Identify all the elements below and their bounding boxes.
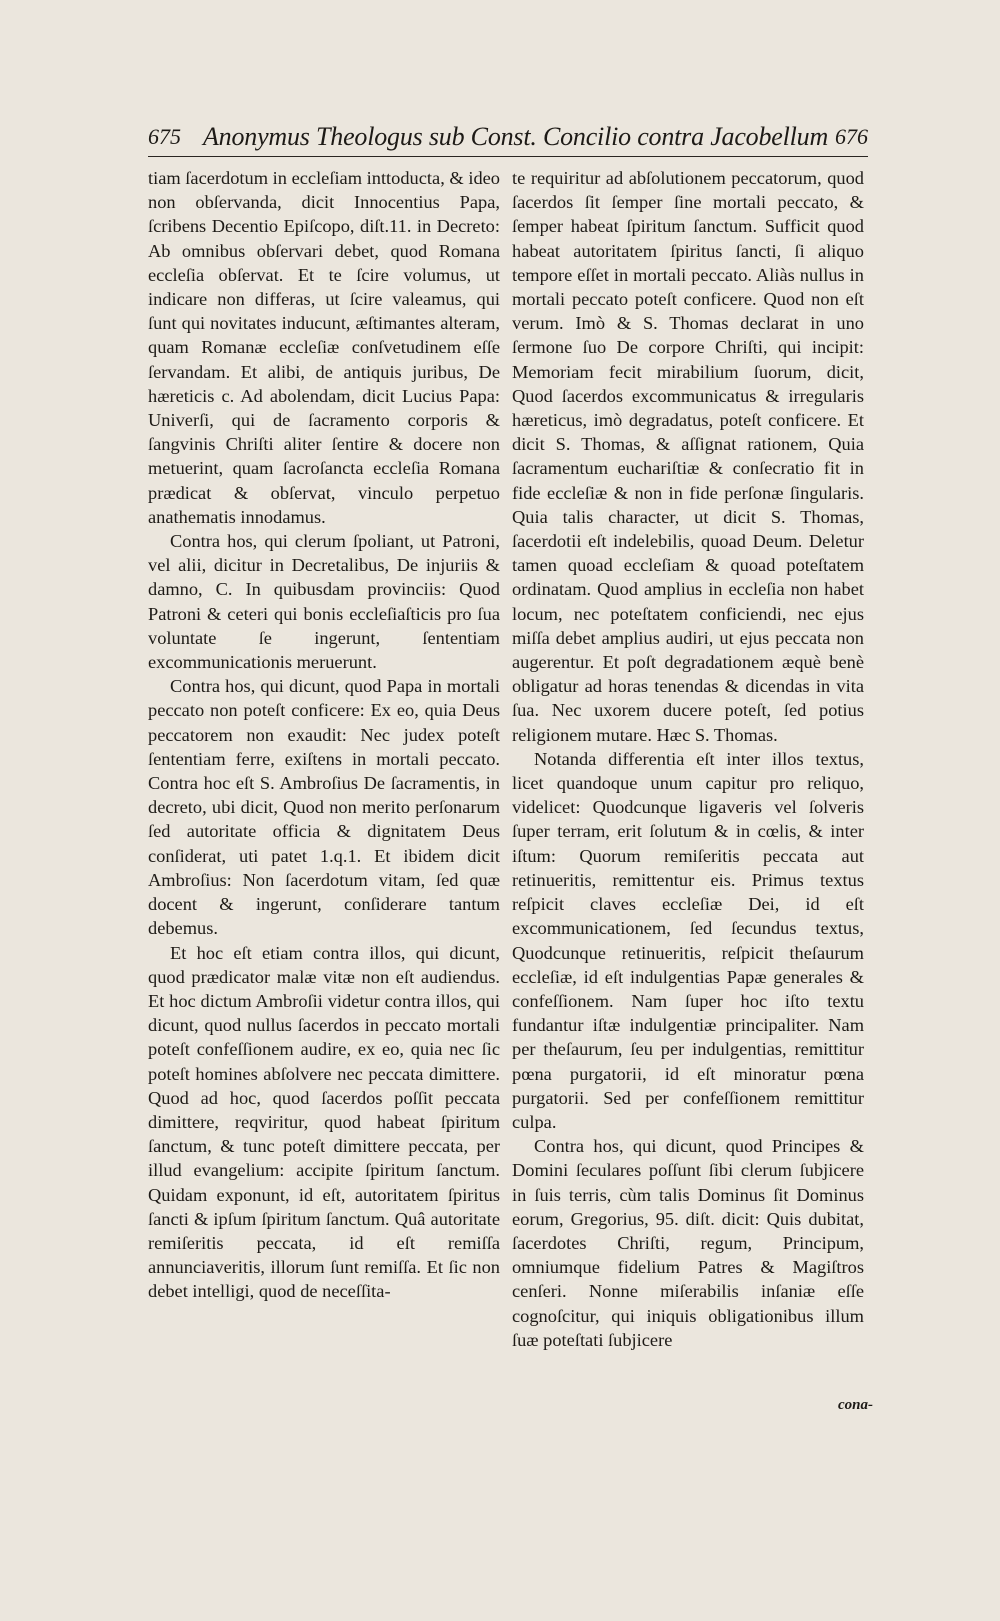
page-number-right: 676	[835, 124, 868, 149]
left-paragraph-3: Contra hos, qui dicunt, quod Papa in mortali peccato non poteſt conficere: Ex eo, quia Deus peccatorem non exaudit: Nec judex poteſt ſententiam ferre, exiſtens in mortali peccato. Contra hoc eſt S. Ambroſius De ſacramentis, in decreto, ubi dicit, Quod non merito perſonarum ſed autoritate officia & dignitatem Deus conſiderat, uti patet 1.q.1. Et ibidem dicit Ambroſius: Non ſacerdotum vitam, ſed quæ docent & ingerunt, conſiderare tantum debemus.	[148, 676, 500, 939]
left-column	[148, 166, 500, 1304]
left-paragraph-1: tiam ſacerdotum in eccleſiam inttoducta, & ideo non obſervanda, dicit Innocentius Papa, ſcribens Decentio Epiſcopo, diſt.11. in Decreto: Ab omnibus obſervari debet, quod Romana eccleſia obſervat. Et te ſcire volumus, ut indicare non differas, ut ſcire valeamus, qui ſunt qui novitates inducunt, æſtimantes alteram, quam Romanæ eccleſiæ conſvetudinem eſſe ſervandam. Et alibi, de antiquis juribus, De hæreticis c. Ad abolendam, dicit Lucius Papa: Univerſi, qui de ſacramento corporis & ſangvinis Chriſti aliter ſentire & docere non metuerint, quam ſacroſancta eccleſia Romana prædicat & obſervat, vinculo perpetuo anathematis innodamus.	[148, 168, 500, 527]
left-paragraph-4: Et hoc eſt etiam contra illos, qui dicunt, quod prædicator malæ vitæ non eſt audiendus. Et hoc dictum Ambroſii videtur contra illos, qui dicunt, quod nullus ſacerdos in peccato mortali poteſt confeſſionem audire, ex eo, quia nec ſic poteſt homines abſolvere nec peccata dimittere. Quod ad hoc, quod ſacerdos poſſit peccata dimittere, reqviritur, quod habeat ſpiritum ſanctum, & tunc poteſt dimittere peccata, per illud evangelium: accipite ſpiritum ſanctum. Quidam exponunt, id eſt, autoritatem ſpiritus ſancti & ipſum ſpiritum ſanctum. Quâ autoritate remiſeritis peccata, id eſt remiſſa annunciaveritis, illorum ſunt remiſſa. Et ſic non debet intelligi, quod de neceſſita-	[148, 942, 500, 1302]
right-paragraph-3: Contra hos, qui dicunt, quod Principes & Domini ſeculares poſſunt ſibi clerum ſubjicere in ſuis terris, cùm talis Dominus ſit Dominus eorum, Gregorius, 95. diſt. dicit: Quis dubitat, ſacerdotes Chriſti, regum, Principum, omniumque fidelium Patres & Magiſtros cenſeri. Nonne miſerabilis inſaniæ eſſe cognoſcitur, qui iniquis obligationibus illum ſuæ poteſtati ſubjicere	[512, 1136, 864, 1350]
left-paragraph-2: Contra hos, qui clerum ſpoliant, ut Patroni, vel alii, dicitur in Decretalibus, De injuriis & damno, C. In quibusdam provinciis: Quod Patroni & ceteri qui bonis eccleſiaſticis pro ſua voluntate ſe ingerunt, ſententiam excommunicationis meruerunt.	[148, 531, 500, 673]
right-paragraph-2: Notanda differentia eſt inter illos textus, licet quandoque unum capitur pro reliquo, videlicet: Quodcunque ligaveris vel ſolveris ſuper terram, erit ſolutum & in cœlis, & inter iſtum: Quorum remiſeritis peccata aut retinueritis, remittentur eis. Primus textus reſpicit claves eccleſiæ Dei, id eſt excommunicationem, ſed ſecundus textus, Quodcunque retinueritis, reſpicit theſaurum eccleſiæ, id eſt indulgentias Papæ generales & confeſſionem. Nam ſuper hoc iſto textu fundantur iſtæ indulgentiæ principaliter. Nam per theſaurum, ſeu per indulgentias, remittitur pœna purgatorii, id eſt minoratur pœna purgatorii. Sed per confeſſionem remittitur culpa.	[512, 748, 864, 1132]
catchword: cona-	[838, 1397, 873, 1413]
running-header	[148, 122, 868, 154]
running-title: Anonymus Theologus sub Const. Concilio contra Jacobellum	[203, 122, 829, 151]
header-rule	[148, 156, 868, 157]
page-number-left: 675	[148, 124, 181, 149]
right-column	[512, 166, 864, 1352]
right-paragraph-1: te requiritur ad abſolutionem peccatorum, quod ſacerdos ſit ſemper ſine mortali peccato, & ſemper habeat ſpiritum ſanctum. Sufficit quod habeat autoritatem ſpiritus ſancti, ſi aliquo tempore eſſet in mortali peccato. Aliàs nullus in mortali peccato poteſt conficere. Quod non eſt verum. Imò & S. Thomas declarat in uno ſermone ſuo De corpore Chriſti, qui incipit: Memoriam fecit mirabilium ſuorum, dicit, Quod ſacerdos excommunicatus & irregularis hæreticus, imò degradatus, poteſt conficere. Et dicit S. Thomas, & aſſignat rationem, Quia ſacramentum euchariſtiæ & conſecratio fit in fide eccleſiæ & non in fide perſonæ ſingularis. Quia talis character, ut dicit S. Thomas, ſacerdotii eſt indelebilis, quoad Deum. Deletur tamen quoad eccleſiam & quoad poteſtatem ordinatam. Quod amplius in eccleſia non habet locum, nec poteſtatem conficiendi, nec ejus miſſa debet amplius audiri, ut ejus peccata non augerentur. Et poſt degradationem æquè benè obligatur ad horas tenendas & dicendas in vita ſua. Nec uxorem ducere poteſt, ſed potius religionem mutare. Hæc S. Thomas.	[512, 168, 864, 745]
